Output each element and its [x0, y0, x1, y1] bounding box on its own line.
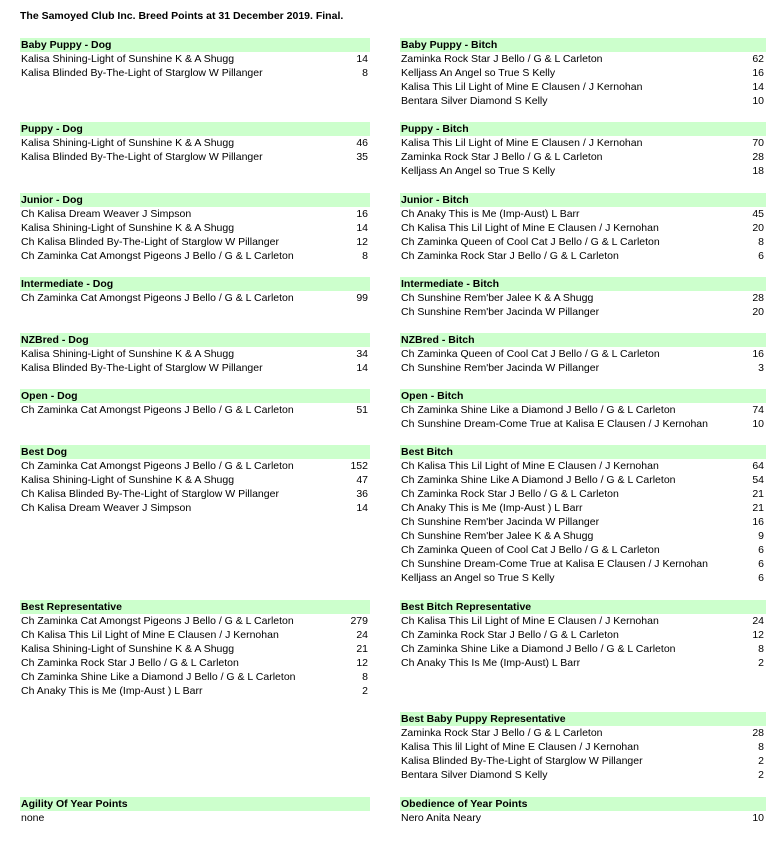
section-header: Open - Bitch	[400, 389, 766, 403]
entry-points: 12	[752, 629, 764, 641]
entry-name: Ch Zaminka Queen of Cool Cat J Bello / G & L Carleton	[401, 236, 660, 248]
entry-name: Ch Sunshine Rem'ber Jalee K & A Shugg	[401, 530, 594, 542]
entry-points: 3	[758, 362, 764, 374]
section-header: Junior - Dog	[20, 193, 370, 207]
entry-name: Ch Anaky This is Me (Imp-Aust ) L Barr	[21, 685, 203, 697]
section-header: Baby Puppy - Dog	[20, 38, 370, 52]
entry-points: 2	[758, 657, 764, 669]
entry-name: Nero Anita Neary	[401, 812, 481, 824]
entry-row	[400, 94, 766, 108]
entry-points: 46	[356, 137, 368, 149]
section-baby-puppy-bitch	[400, 38, 766, 108]
entry-name: Kalisa Shining-Light of Sunshine K & A Shugg	[21, 643, 235, 655]
entry-points: 62	[752, 53, 764, 65]
section-best-dog	[20, 445, 370, 515]
entry-row	[20, 403, 370, 417]
entry-points: 47	[356, 474, 368, 486]
entry-row	[20, 501, 370, 515]
entry-row	[400, 571, 766, 585]
entry-row	[400, 361, 766, 375]
entry-row	[400, 66, 766, 80]
section-intermediate-dog	[20, 277, 370, 305]
entry-row	[20, 628, 370, 642]
entry-points: 10	[752, 812, 764, 824]
entry-row	[400, 614, 766, 628]
entry-row	[400, 249, 766, 263]
entry-points: 36	[356, 488, 368, 500]
entry-points: 21	[752, 488, 764, 500]
section-puppy-bitch	[400, 122, 766, 178]
entry-points: 20	[752, 222, 764, 234]
entry-row	[400, 136, 766, 150]
entry-name: Bentara Silver Diamond S Kelly	[401, 769, 548, 781]
entry-points: 2	[758, 755, 764, 767]
entry-points: 8	[362, 671, 368, 683]
entry-name: Ch Anaky This is Me (Imp-Aust) L Barr	[401, 208, 580, 220]
entry-name: Ch Kalisa Blinded By-The-Light of Starglow W Pillanger	[21, 488, 279, 500]
section-best-bitch	[400, 445, 766, 585]
entry-points: 12	[356, 657, 368, 669]
entry-points: 28	[752, 292, 764, 304]
section-header: Baby Puppy - Bitch	[400, 38, 766, 52]
entry-row	[400, 473, 766, 487]
entry-name: Ch Zaminka Cat Amongst Pigeons J Bello / G & L Carleton	[21, 250, 294, 262]
entry-name: Ch Zaminka Shine Like A Diamond J Bello / G & L Carleton	[401, 474, 676, 486]
entry-row	[400, 726, 766, 740]
entry-name: Ch Zaminka Cat Amongst Pigeons J Bello / G & L Carleton	[21, 404, 294, 416]
entry-points: 24	[752, 615, 764, 627]
entry-name: none	[21, 812, 45, 824]
entry-name: Kalisa Blinded By-The-Light of Starglow W Pillanger	[21, 362, 263, 374]
entry-name: Bentara Silver Diamond S Kelly	[401, 95, 548, 107]
entry-row	[400, 347, 766, 361]
entry-row	[20, 684, 370, 698]
entry-name: Ch Sunshine Rem'ber Jacinda W Pillanger	[401, 362, 600, 374]
entry-points: 28	[752, 151, 764, 163]
entry-row	[400, 403, 766, 417]
entry-points: 18	[752, 165, 764, 177]
entry-points: 34	[356, 348, 368, 360]
section-puppy-dog	[20, 122, 370, 164]
section-nzbred-dog	[20, 333, 370, 375]
section-header: NZBred - Dog	[20, 333, 370, 347]
section-open-dog	[20, 389, 370, 417]
section-agility-of-year-points	[20, 797, 370, 825]
entry-row	[20, 235, 370, 249]
entry-row	[400, 501, 766, 515]
entry-name: Ch Zaminka Rock Star J Bello / G & L Carleton	[401, 250, 619, 262]
entry-row	[400, 628, 766, 642]
entry-row	[400, 557, 766, 571]
section-nzbred-bitch	[400, 333, 766, 375]
entry-row	[20, 656, 370, 670]
entry-points: 16	[752, 67, 764, 79]
entry-points: 14	[356, 53, 368, 65]
entry-name: Ch Kalisa This Lil Light of Mine E Clausen / J Kernohan	[401, 615, 659, 627]
entry-row	[400, 52, 766, 66]
entry-points: 99	[356, 292, 368, 304]
entry-name: Kalisa Blinded By-The-Light of Starglow W Pillanger	[401, 755, 643, 767]
entry-points: 279	[350, 615, 368, 627]
entry-row	[400, 459, 766, 473]
section-junior-dog	[20, 193, 370, 263]
entry-name: Kelljass An Angel so True S Kelly	[401, 67, 556, 79]
entry-points: 14	[356, 362, 368, 374]
entry-points: 8	[362, 67, 368, 79]
entry-points: 6	[758, 544, 764, 556]
section-header: Best Bitch Representative	[400, 600, 766, 614]
entry-row	[400, 543, 766, 557]
entry-row	[20, 291, 370, 305]
entry-name: Ch Zaminka Rock Star J Bello / G & L Carleton	[401, 629, 619, 641]
entry-row	[400, 235, 766, 249]
entry-points: 6	[758, 250, 764, 262]
entry-name: Ch Zaminka Cat Amongst Pigeons J Bello / G & L Carleton	[21, 615, 294, 627]
entry-name: Ch Sunshine Dream-Come True at Kalisa E Clausen / J Kernohan	[401, 558, 708, 570]
entry-row	[20, 221, 370, 235]
entry-row	[20, 811, 370, 825]
entry-points: 21	[752, 502, 764, 514]
section-open-bitch	[400, 389, 766, 431]
entry-points: 9	[758, 530, 764, 542]
entry-name: Ch Sunshine Dream-Come True at Kalisa E Clausen / J Kernohan	[401, 418, 708, 430]
section-header: Junior - Bitch	[400, 193, 766, 207]
entry-points: 14	[356, 222, 368, 234]
entry-points: 28	[752, 727, 764, 739]
entry-name: Zaminka Rock Star J Bello / G & L Carleton	[401, 151, 603, 163]
section-header: Best Representative	[20, 600, 370, 614]
entry-points: 10	[752, 95, 764, 107]
entry-points: 16	[752, 516, 764, 528]
entry-name: Ch Kalisa Blinded By-The-Light of Starglow W Pillanger	[21, 236, 279, 248]
entry-row	[20, 361, 370, 375]
entry-row	[20, 249, 370, 263]
entry-name: Kelljass an Angel so True S Kelly	[401, 572, 555, 584]
entry-row	[400, 754, 766, 768]
entry-points: 14	[752, 81, 764, 93]
entry-row	[20, 207, 370, 221]
section-junior-bitch	[400, 193, 766, 263]
entry-name: Kelljass An Angel so True S Kelly	[401, 165, 556, 177]
section-header: Agility Of Year Points	[20, 797, 370, 811]
entry-row	[20, 52, 370, 66]
entry-points: 74	[752, 404, 764, 416]
entry-name: Kalisa This Lil Light of Mine E Clausen / J Kernohan	[401, 137, 643, 149]
entry-row	[400, 305, 766, 319]
entry-points: 2	[362, 685, 368, 697]
entry-name: Ch Kalisa This Lil Light of Mine E Clausen / J Kernohan	[21, 629, 279, 641]
entry-row	[400, 221, 766, 235]
entry-row	[20, 136, 370, 150]
section-intermediate-bitch	[400, 277, 766, 319]
entry-name: Ch Zaminka Shine Like a Diamond J Bello / G & L Carleton	[401, 643, 676, 655]
entry-points: 8	[758, 741, 764, 753]
section-header: Intermediate - Dog	[20, 277, 370, 291]
entry-name: Ch Sunshine Rem'ber Jacinda W Pillanger	[401, 306, 600, 318]
entry-name: Ch Anaky This is Me (Imp-Aust ) L Barr	[401, 502, 583, 514]
entry-name: Zaminka Rock Star J Bello / G & L Carleton	[401, 727, 603, 739]
entry-row	[400, 740, 766, 754]
entry-name: Ch Zaminka Cat Amongst Pigeons J Bello / G & L Carleton	[21, 292, 294, 304]
entry-points: 21	[356, 643, 368, 655]
section-header: Best Baby Puppy Representative	[400, 712, 766, 726]
entry-points: 54	[752, 474, 764, 486]
entry-row	[400, 80, 766, 94]
entry-points: 70	[752, 137, 764, 149]
entry-points: 2	[758, 769, 764, 781]
entry-row	[400, 811, 766, 825]
entry-points: 51	[356, 404, 368, 416]
entry-name: Ch Sunshine Rem'ber Jalee K & A Shugg	[401, 292, 594, 304]
entry-name: Kalisa Shining-Light of Sunshine K & A Shugg	[21, 348, 235, 360]
entry-row	[400, 529, 766, 543]
entry-points: 10	[752, 418, 764, 430]
section-header: Best Dog	[20, 445, 370, 459]
entry-points: 152	[350, 460, 368, 472]
section-header: Best Bitch	[400, 445, 766, 459]
entry-points: 6	[758, 572, 764, 584]
entry-name: Kalisa Blinded By-The-Light of Starglow W Pillanger	[21, 151, 263, 163]
entry-points: 24	[356, 629, 368, 641]
section-header: NZBred - Bitch	[400, 333, 766, 347]
entry-name: Kalisa This Lil Light of Mine E Clausen / J Kernohan	[401, 81, 643, 93]
entry-row	[20, 642, 370, 656]
section-header: Open - Dog	[20, 389, 370, 403]
entry-row	[20, 473, 370, 487]
entry-name: Kalisa This lil Light of Mine E Clausen / J Kernohan	[401, 741, 639, 753]
page-title: The Samoyed Club Inc. Breed Points at 31 December 2019. Final.	[20, 10, 344, 22]
section-obedience-of-year-points	[400, 797, 766, 825]
entry-name: Ch Zaminka Rock Star J Bello / G & L Carleton	[21, 657, 239, 669]
entry-name: Kalisa Shining-Light of Sunshine K & A Shugg	[21, 474, 235, 486]
entry-row	[400, 164, 766, 178]
section-best-representative	[20, 600, 370, 698]
entry-points: 16	[752, 348, 764, 360]
entry-name: Ch Zaminka Shine Like a Diamond J Bello / G & L Carleton	[21, 671, 296, 683]
entry-row	[20, 66, 370, 80]
entry-points: 64	[752, 460, 764, 472]
entry-name: Kalisa Shining-Light of Sunshine K & A Shugg	[21, 222, 235, 234]
section-header: Puppy - Bitch	[400, 122, 766, 136]
entry-row	[400, 207, 766, 221]
entry-row	[20, 487, 370, 501]
entry-row	[400, 487, 766, 501]
entry-points: 8	[758, 236, 764, 248]
entry-name: Kalisa Shining-Light of Sunshine K & A Shugg	[21, 53, 235, 65]
entry-name: Ch Kalisa This Lil Light of Mine E Clausen / J Kernohan	[401, 460, 659, 472]
entry-name: Kalisa Blinded By-The-Light of Starglow W Pillanger	[21, 67, 263, 79]
entry-row	[400, 417, 766, 431]
entry-points: 35	[356, 151, 368, 163]
entry-name: Ch Zaminka Queen of Cool Cat J Bello / G & L Carleton	[401, 544, 660, 556]
entry-points: 8	[758, 643, 764, 655]
entry-points: 16	[356, 208, 368, 220]
section-best-baby-puppy-representative	[400, 712, 766, 782]
entry-name: Ch Zaminka Cat Amongst Pigeons J Bello / G & L Carleton	[21, 460, 294, 472]
entry-row	[400, 150, 766, 164]
entry-name: Kalisa Shining-Light of Sunshine K & A Shugg	[21, 137, 235, 149]
entry-points: 14	[356, 502, 368, 514]
entry-row	[20, 150, 370, 164]
entry-points: 8	[362, 250, 368, 262]
entry-row	[400, 515, 766, 529]
entry-row	[20, 670, 370, 684]
entry-row	[400, 291, 766, 305]
entry-row	[400, 656, 766, 670]
entry-name: Ch Sunshine Rem'ber Jacinda W Pillanger	[401, 516, 600, 528]
entry-row	[20, 459, 370, 473]
section-baby-puppy-dog	[20, 38, 370, 80]
entry-points: 45	[752, 208, 764, 220]
entry-points: 6	[758, 558, 764, 570]
entry-name: Ch Kalisa This Lil Light of Mine E Clausen / J Kernohan	[401, 222, 659, 234]
entry-name: Ch Kalisa Dream Weaver J Simpson	[21, 502, 192, 514]
section-header: Intermediate - Bitch	[400, 277, 766, 291]
entry-name: Zaminka Rock Star J Bello / G & L Carleton	[401, 53, 603, 65]
entry-row	[20, 614, 370, 628]
entry-row	[400, 642, 766, 656]
entry-name: Ch Zaminka Rock Star J Bello / G & L Carleton	[401, 488, 619, 500]
entry-name: Ch Zaminka Queen of Cool Cat J Bello / G & L Carleton	[401, 348, 660, 360]
entry-name: Ch Anaky This Is Me (Imp-Aust) L Barr	[401, 657, 581, 669]
entry-name: Ch Zaminka Shine Like a Diamond J Bello / G & L Carleton	[401, 404, 676, 416]
section-best-bitch-representative	[400, 600, 766, 670]
entry-row	[20, 347, 370, 361]
section-header: Obedience of Year Points	[400, 797, 766, 811]
entry-name: Ch Kalisa Dream Weaver J Simpson	[21, 208, 192, 220]
entry-points: 12	[356, 236, 368, 248]
entry-row	[400, 768, 766, 782]
entry-points: 20	[752, 306, 764, 318]
section-header: Puppy - Dog	[20, 122, 370, 136]
